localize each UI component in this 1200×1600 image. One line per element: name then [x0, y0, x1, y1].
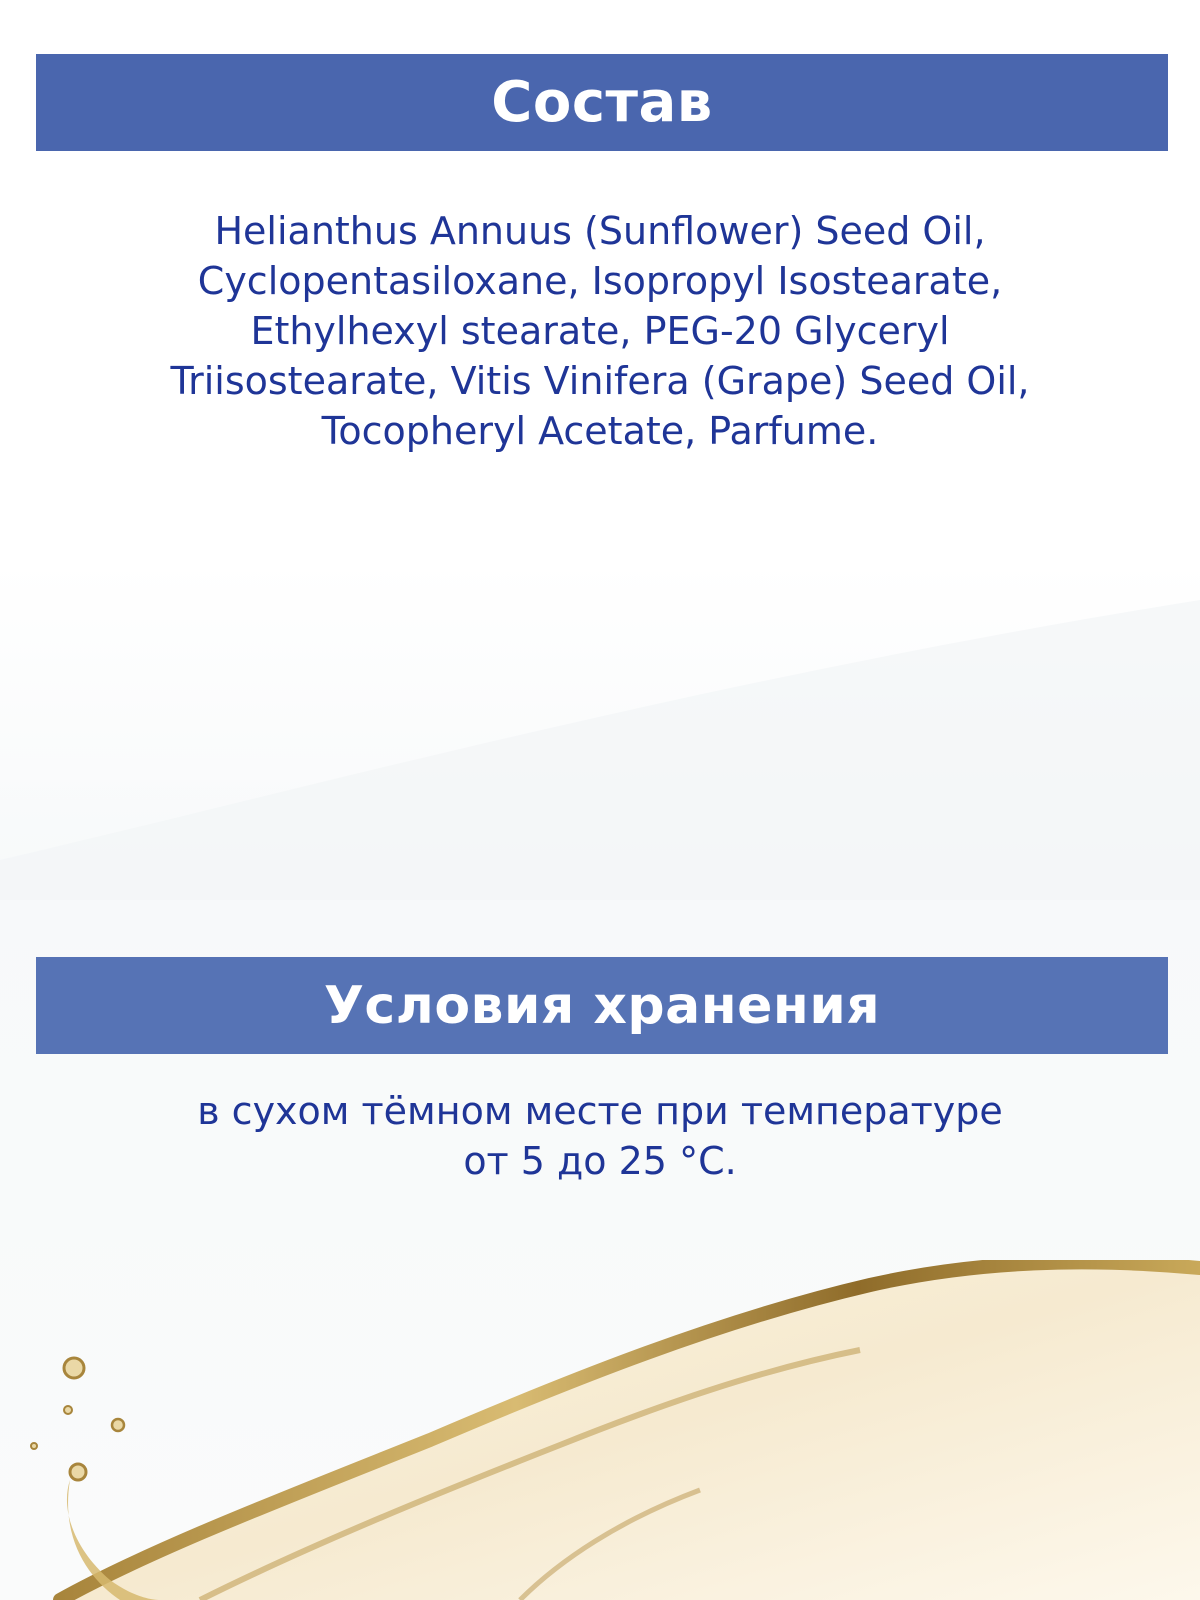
storage-banner	[36, 957, 1168, 1054]
droplet	[64, 1358, 84, 1378]
storage-line: от 5 до 25 °С.	[463, 1139, 737, 1183]
droplet	[112, 1419, 124, 1431]
composition-title: Состав	[491, 70, 713, 135]
storage-text	[100, 1086, 1100, 1186]
droplet	[64, 1406, 72, 1414]
background-haze	[0, 560, 1200, 900]
oil-wave	[70, 1263, 1200, 1600]
ingredients-line: Cyclopentasiloxane, Isopropyl Isostearate,	[197, 259, 1003, 303]
ingredients-line: Triisostearate, Vitis Vinifera (Grape) Seed Oil,	[170, 359, 1030, 403]
storage-title: Условия хранения	[323, 975, 881, 1036]
ingredients-line: Helianthus Annuus (Sunflower) Seed Oil,	[214, 209, 986, 253]
ingredients-line: Tocopheryl Acetate, Parfume.	[321, 409, 879, 453]
storage-line: в сухом тёмном месте при температуре	[197, 1089, 1003, 1133]
ingredients-text	[100, 206, 1100, 456]
droplet	[31, 1443, 37, 1449]
ingredients-line: Ethylhexyl stearate, PEG-20 Glyceryl	[250, 309, 950, 353]
droplet	[70, 1464, 86, 1480]
composition-banner	[36, 54, 1168, 151]
oil-splash-image	[0, 1260, 1200, 1600]
